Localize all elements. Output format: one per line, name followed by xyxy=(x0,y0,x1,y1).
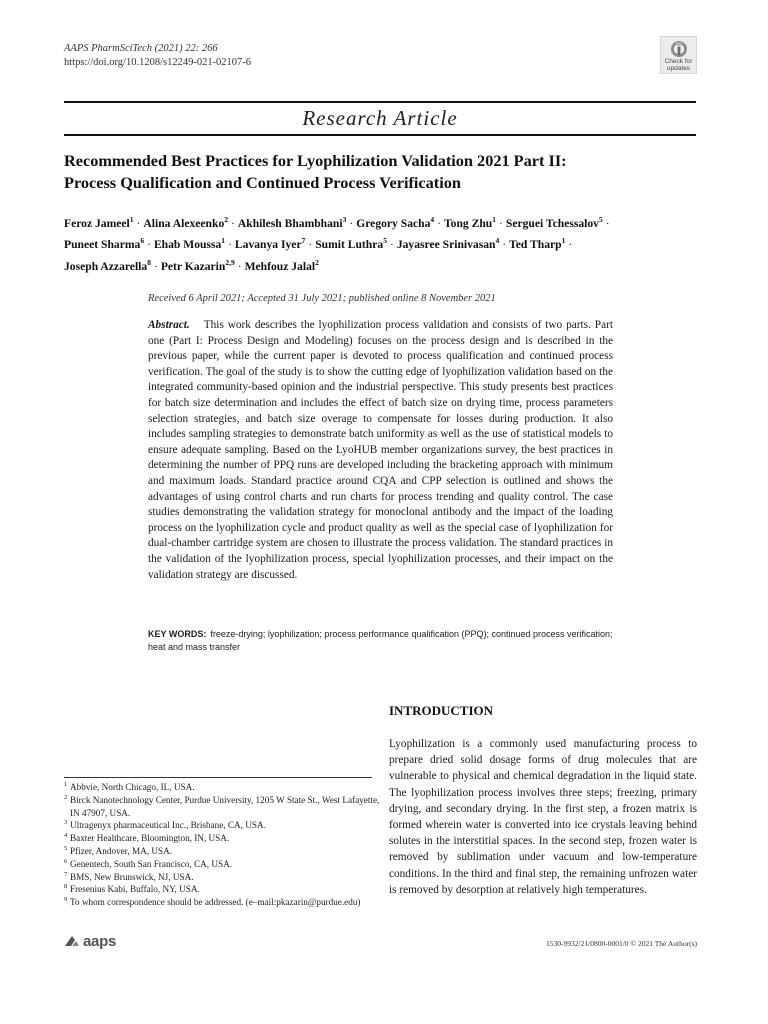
author-separator: · xyxy=(237,259,242,273)
footnote-number: 8 xyxy=(64,883,68,891)
footnote-text: Baxter Healthcare, Bloomington, IN, USA. xyxy=(70,833,230,844)
author-separator: · xyxy=(153,259,158,273)
keywords-text: freeze-drying; lyophilization; process performance qualification (PPQ); continued process verification; heat and mass transfer xyxy=(148,629,613,652)
author-name[interactable]: Puneet Sharma xyxy=(64,238,141,252)
author-separator: · xyxy=(228,238,232,252)
author-separator: · xyxy=(136,216,141,230)
section-type: Research Article xyxy=(302,106,458,130)
author-affiliation-marker: 2 xyxy=(224,215,228,224)
author-name[interactable]: Jayasree Srinivasan xyxy=(396,238,496,252)
header-rule-top xyxy=(64,101,696,103)
author-name[interactable]: Feroz Jameel xyxy=(64,216,130,230)
author-name[interactable]: Alina Alexeenko xyxy=(143,216,225,230)
author-name[interactable]: Sumit Luthra xyxy=(315,238,384,252)
author-separator: · xyxy=(502,238,507,252)
author-affiliation-marker: 2 xyxy=(315,257,319,267)
author-affiliation-marker: 1 xyxy=(561,236,566,246)
introduction-heading: INTRODUCTION xyxy=(389,703,494,718)
footnote-number: 2 xyxy=(64,793,68,801)
author-name[interactable]: Tong Zhu xyxy=(444,216,493,230)
author-affiliation-marker: 1 xyxy=(492,215,497,224)
footnote-text: Genentech, South San Francisco, CA, USA. xyxy=(70,858,233,869)
footnote-item xyxy=(64,781,384,794)
author-separator: · xyxy=(437,216,442,230)
author-affiliation-marker: 6 xyxy=(140,236,145,246)
author-name[interactable]: Lavanya Iyer xyxy=(234,238,302,252)
author-affiliation-marker: 4 xyxy=(430,215,435,224)
keywords-label: KEY WORDS: xyxy=(148,629,207,639)
crossmark-icon xyxy=(670,40,688,58)
footnote-text: Fresenius Kabi, Buffalo, NY, USA. xyxy=(70,884,200,895)
author-separator: · xyxy=(568,238,573,252)
author-name[interactable]: Ted Tharp xyxy=(509,238,562,252)
author-separator: · xyxy=(349,216,354,230)
author-affiliation-marker: 8 xyxy=(147,257,151,267)
aaps-logo-icon xyxy=(64,934,80,948)
author-separator: · xyxy=(605,216,610,230)
author-affiliation-marker: 1 xyxy=(129,215,134,224)
footnote-item xyxy=(64,819,384,832)
doi-link[interactable]: https://doi.org/10.1208/s12249-021-02107-6 xyxy=(64,57,252,68)
received-dates: Received 6 April 2021; Accepted 31 July 2021; published online 8 November 2021 xyxy=(148,293,496,304)
badge-label-line1: Check for xyxy=(664,58,693,65)
badge-label-line2: updates xyxy=(666,65,691,72)
footnote-number: 6 xyxy=(64,857,68,865)
author-name[interactable]: Serguei Tchessalov xyxy=(505,216,599,230)
author-affiliation-marker: 1 xyxy=(221,236,226,246)
title-line-2: Process Qualification and Continued Process Verification xyxy=(64,173,461,192)
footnote-number: 7 xyxy=(64,870,68,878)
footnote-item xyxy=(64,832,384,845)
footnote-number: 5 xyxy=(64,844,68,852)
author-name[interactable]: Akhilesh Bhambhani xyxy=(237,216,343,230)
abstract-label: Abstract. xyxy=(148,319,190,331)
footnote-text: BMS, New Brunswick, NJ, USA. xyxy=(70,871,194,882)
journal-citation: AAPS PharmSciTech (2021) 22: 266 xyxy=(64,43,218,54)
author-separator: · xyxy=(499,216,503,230)
footnote-item xyxy=(64,845,384,858)
footnote-number: 4 xyxy=(64,832,68,840)
keywords xyxy=(148,628,618,653)
copyright: 1530-9932/21/0800-0001/0 © 2021 The Author(s) xyxy=(546,939,697,948)
author-name[interactable]: Ehab Moussa xyxy=(153,238,222,252)
author-affiliation-marker: 2,9 xyxy=(225,257,235,267)
footnote-number: 9 xyxy=(64,896,68,904)
footnote-text: Abbvie, North Chicago, IL, USA. xyxy=(70,782,195,792)
author-separator: · xyxy=(389,238,394,252)
article-title xyxy=(64,150,696,194)
footnote-rule xyxy=(64,777,372,778)
footnote-text: Pfizer, Andover, MA, USA. xyxy=(70,845,173,856)
author-name[interactable]: Mehfouz Jalal xyxy=(244,259,316,273)
author-name[interactable]: Joseph Azzarella xyxy=(64,259,148,273)
footnote-text: Ultragenyx pharmaceutical Inc., Brisbane, CA, USA. xyxy=(70,820,266,831)
footnote-number: 1 xyxy=(64,781,68,788)
affiliation-footnotes xyxy=(64,781,384,909)
check-for-updates-badge[interactable] xyxy=(660,36,697,74)
title-line-1: Recommended Best Practices for Lyophilization Validation 2021 Part II: xyxy=(64,151,567,170)
footnote-item xyxy=(64,858,384,871)
author-name[interactable]: Gregory Sacha xyxy=(356,216,431,230)
author-list xyxy=(64,211,714,275)
footnote-item xyxy=(64,794,384,820)
author-affiliation-marker: 5 xyxy=(598,215,603,224)
aaps-logo xyxy=(64,932,116,950)
author-separator: · xyxy=(147,238,151,252)
author-name[interactable]: Petr Kazarin xyxy=(160,259,226,273)
introduction-text: Lyophilization is a commonly used manufacturing process to prepare dried solid dosage forms of drug molecules that are vulnerable to physical and chemical degradation in the liquid state. The lyophilization process involves three steps; freezing, primary drying, and secondary drying. In the first step, a frozen matrix is formed wherein water is converted into ice crystals leaving behind solutes in the interstitial spaces. In the second step, frozen water is removed by sublimation under vacuum and low-temperature conditions. In the third and final step, the remaining unfrozen water is removed by desorption at relatively high temperatures. xyxy=(389,738,697,896)
footnote-number: 3 xyxy=(64,819,68,827)
footnote-text[interactable]: To whom correspondence should be addressed. (e–mail:pkazarin@purdue.edu) xyxy=(70,897,361,908)
author-affiliation-marker: 5 xyxy=(383,236,387,246)
footnote-item xyxy=(64,896,384,909)
author-affiliation-marker: 3 xyxy=(342,215,347,224)
footnote-item xyxy=(64,883,384,896)
header-rule-bottom xyxy=(64,134,696,136)
footnote-item xyxy=(64,871,384,884)
author-affiliation-marker: 7 xyxy=(301,236,306,246)
aaps-logo-text: aaps xyxy=(83,932,116,950)
abstract xyxy=(148,318,613,583)
author-separator: · xyxy=(308,238,313,252)
author-separator: · xyxy=(231,216,235,230)
footnote-text: Birck Nanotechnology Center, Purdue University, 1205 W State St., West Lafayette, IN 47907, USA. xyxy=(70,794,380,818)
abstract-text: This work describes the lyophilization process validation and consists of two parts. Part one (Part I: Process Design and Modeling) focuses on the process design and is described in the previous paper, while the current paper is devoted to process qualification and continued process verification. The goal of the study is to show the cutting edge of lyophilization validation based on the integrated community-based opinion and the industrial perspective. This study presents best practices for batch size determination and includes the effect of batch size on drying time, process parameters selection strategies, and batch size overage to compensate for losses during production. It also includes sampling strategies to demonstrate batch uniformity as well as the use of statistical models to ensure adequate sampling. Based on the LyoHUB member organizations survey, the best practices in determining the number of PPQ runs are developed including the bracketing approach with minimum and maximum loads. Standard practice around CQA and CPP selection is outlined and shows the advantages of using control charts and run charts for process trending and quality control. The case studies demonstrating the validation strategy for monoclonal antibody and the impact of the loading process on the lyophilization cycle and product quality as well as the special case of lyophilization for dual-chamber cartridge system are chosen to illustrate the process validation. The standard practices in the validation of the lyophilization process, special lyophilization processes, and their impact on the validation strategy are discussed. xyxy=(148,319,613,581)
author-affiliation-marker: 4 xyxy=(495,236,500,246)
